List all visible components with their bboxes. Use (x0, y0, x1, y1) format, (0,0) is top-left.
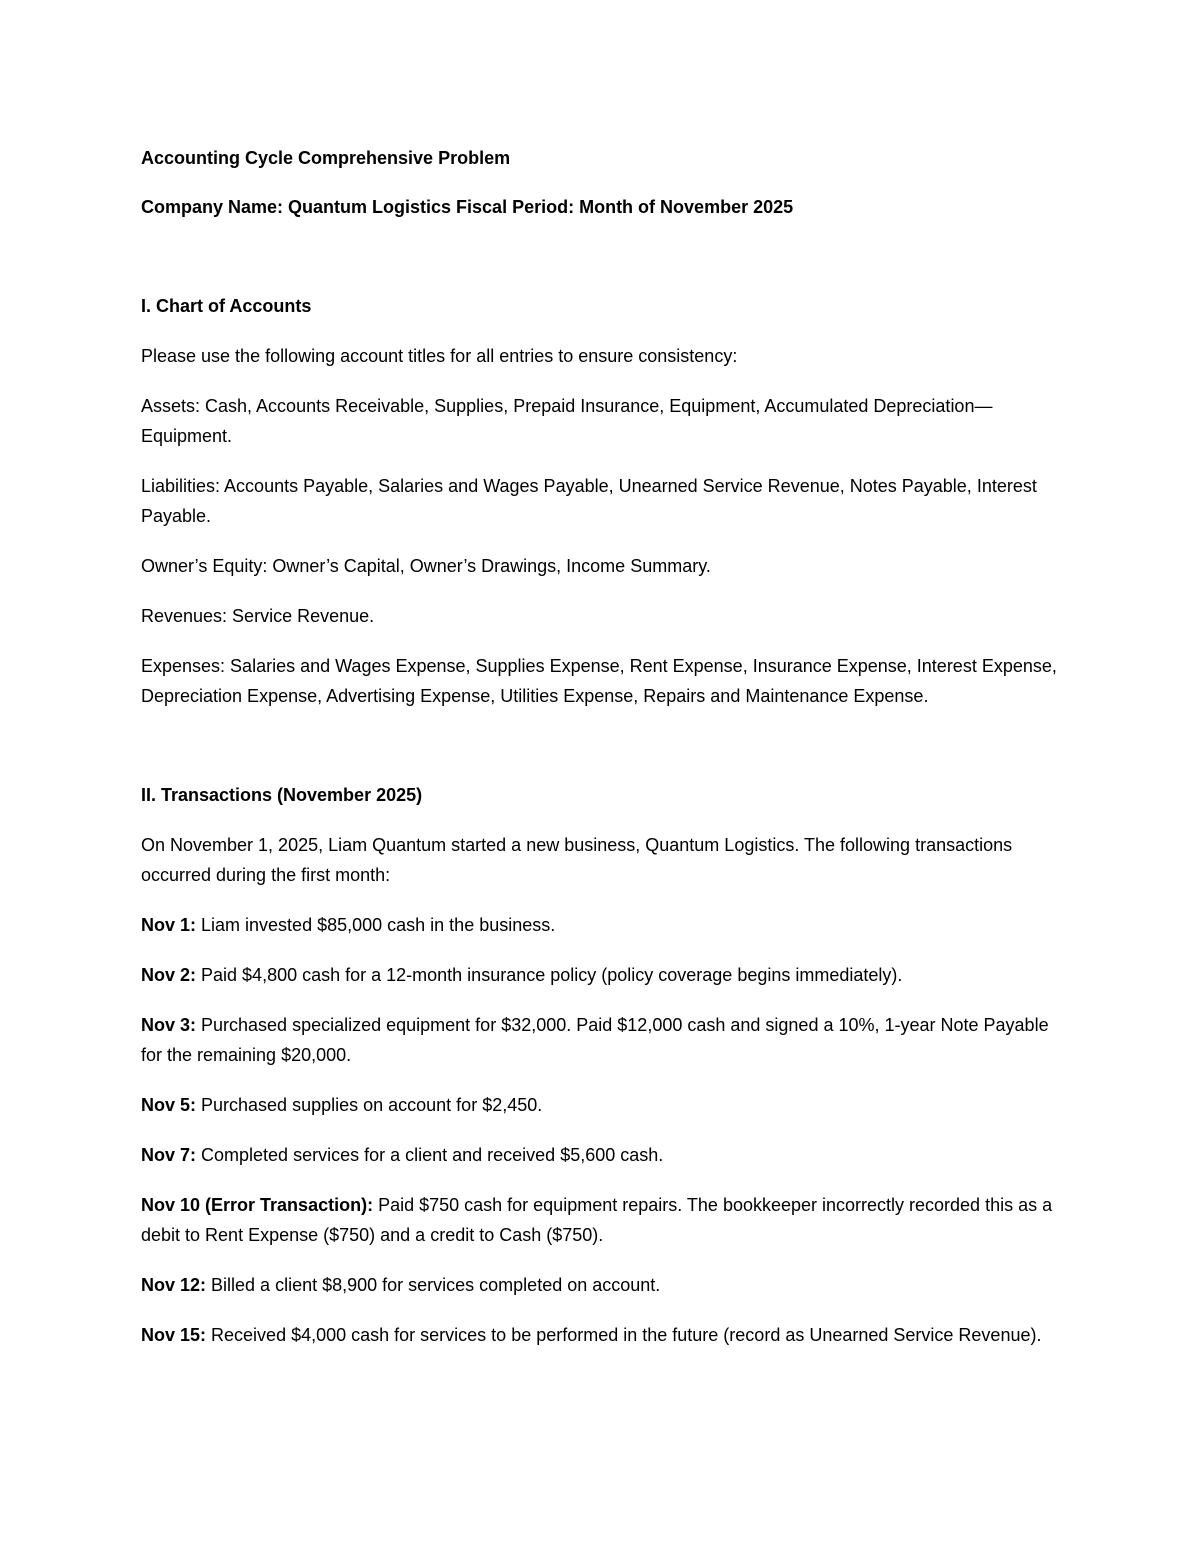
transaction-item (141, 1010, 1061, 1070)
section-heading-chart-of-accounts: I. Chart of Accounts (141, 296, 312, 316)
transaction-date: Nov 12: (141, 1275, 207, 1295)
transaction-date: Nov 1: (141, 915, 197, 935)
transaction-text: Paid $4,800 cash for a 12-month insurance policy (policy coverage begins immediately). (196, 965, 903, 985)
transaction-date: Nov 7: (141, 1145, 197, 1165)
transaction-item (141, 1320, 1061, 1350)
transaction-item (141, 910, 1061, 940)
transaction-text: Billed a client $8,900 for services completed on account. (206, 1275, 661, 1295)
chart-intro: Please use the following account titles for all entries to ensure consistency: (141, 346, 738, 366)
transactions-intro: On November 1, 2025, Liam Quantum started a new business, Quantum Logistics. The following transactions occurred during the first month: (141, 835, 1013, 885)
transaction-text: Liam invested $85,000 cash in the business. (196, 915, 556, 935)
transaction-text: Purchased supplies on account for $2,450. (196, 1095, 543, 1115)
section-heading-transactions: II. Transactions (November 2025) (141, 785, 423, 805)
accounts-expenses: Expenses: Salaries and Wages Expense, Supplies Expense, Rent Expense, Insurance Expense, Interest Expense, Depreciation Expense, Advertising Expense, Utilities Expense, Repairs and Maintenance Expense. (141, 656, 1057, 706)
accounts-assets: Assets: Cash, Accounts Receivable, Supplies, Prepaid Insurance, Equipment, Accumulated Depreciation—Equipment. (141, 396, 993, 446)
transaction-item (141, 1190, 1061, 1250)
transaction-item (141, 1090, 1061, 1120)
transaction-item (141, 1270, 1061, 1300)
transaction-text: Received $4,000 cash for services to be performed in the future (record as Unearned Service Revenue). (206, 1325, 1042, 1345)
transaction-text: Completed services for a client and received $5,600 cash. (196, 1145, 664, 1165)
transaction-item (141, 1140, 1061, 1170)
accounts-equity: Owner’s Equity: Owner’s Capital, Owner’s Drawings, Income Summary. (141, 556, 711, 576)
transaction-text: Purchased specialized equipment for $32,000. Paid $12,000 cash and signed a 10%, 1-year Note Payable for the remaining $20,000. (141, 1015, 1049, 1065)
transaction-item (141, 960, 1061, 990)
accounts-revenues: Revenues: Service Revenue. (141, 606, 375, 626)
document-page (141, 143, 1061, 1370)
accounts-liabilities: Liabilities: Accounts Payable, Salaries and Wages Payable, Unearned Service Revenue, Notes Payable, Interest Payable. (141, 476, 1037, 526)
transaction-date: Nov 10 (Error Transaction): (141, 1195, 374, 1215)
transaction-text: Paid $750 cash for equipment repairs. The bookkeeper incorrectly recorded this as a debit to Rent Expense ($750) and a credit to Cash ($750). (141, 1195, 1053, 1245)
transaction-date: Nov 5: (141, 1095, 197, 1115)
document-title: Accounting Cycle Comprehensive Problem (141, 148, 511, 168)
company-line: Company Name: Quantum Logistics Fiscal Period: Month of November 2025 (141, 197, 794, 217)
transaction-date: Nov 15: (141, 1325, 207, 1345)
transaction-date: Nov 2: (141, 965, 197, 985)
transaction-date: Nov 3: (141, 1015, 197, 1035)
